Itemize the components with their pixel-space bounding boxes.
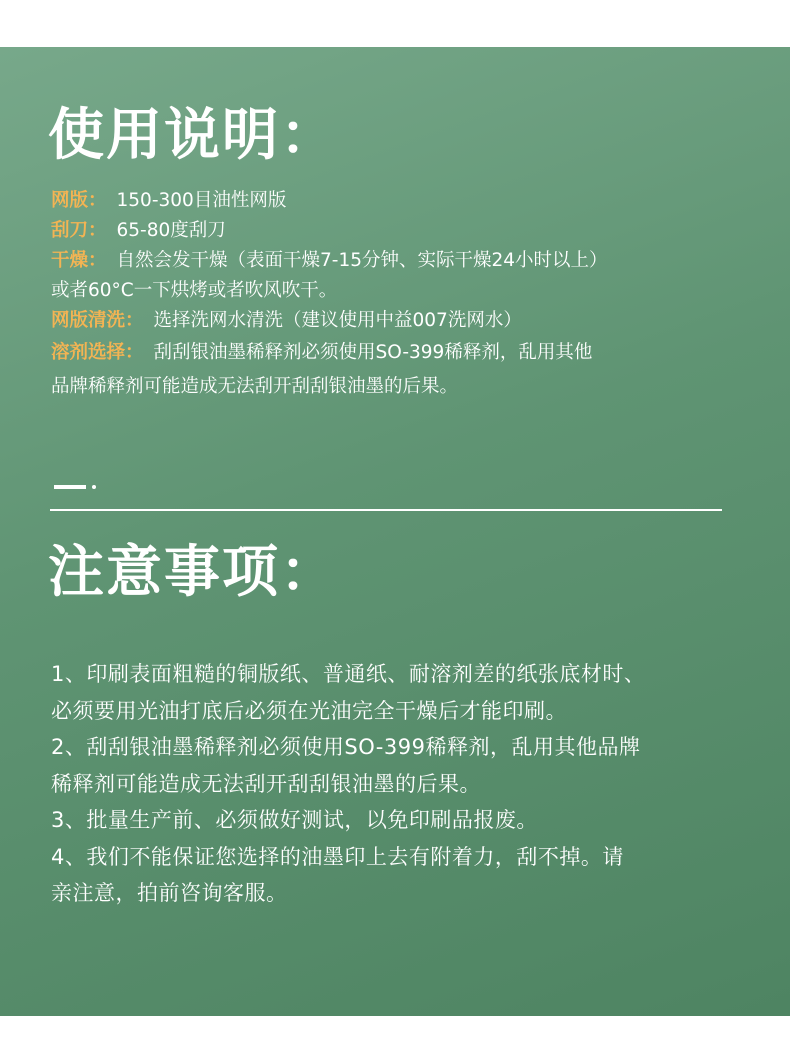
note-line: 1、印刷表面粗糙的铜版纸、普通纸、耐溶剂差的纸张底材时、 xyxy=(51,662,646,686)
usage-title: 使用说明： xyxy=(48,103,338,168)
usage-item-squeegee xyxy=(51,216,751,246)
usage-label: 干燥： xyxy=(51,250,107,271)
note-line: 必须要用光油打底后必须在光油完全干燥后才能印刷。 xyxy=(51,698,567,723)
usage-value: 品牌稀释剂可能造成无法刮开刮刮银油墨的后果。 xyxy=(51,376,459,397)
usage-label: 溶剂选择： xyxy=(51,342,144,363)
divider xyxy=(50,509,722,511)
usage-label: 网版： xyxy=(51,190,107,211)
note-line: 4、我们不能保证您选择的油墨印上去有附着力，刮不掉。请 xyxy=(51,844,624,869)
note-line: 亲注意，拍前咨询客服。 xyxy=(51,881,288,905)
notes-title: 注意事项： xyxy=(48,540,338,605)
notes-list xyxy=(51,656,751,912)
section-number xyxy=(54,485,100,489)
section-number-dot xyxy=(92,485,96,489)
usage-item-drying-cont xyxy=(51,276,751,306)
usage-value: 65-80度刮刀 xyxy=(116,220,226,241)
section-number-bar xyxy=(54,485,86,489)
usage-label: 网版清洗： xyxy=(51,310,144,331)
usage-value: 刮刮银油墨稀释剂必须使用SO-399稀释剂，乱用其他 xyxy=(153,342,593,363)
note-line: 3、批量生产前、必须做好测试，以免印刷品报废。 xyxy=(51,808,538,832)
usage-item-drying xyxy=(51,246,751,276)
usage-value: 选择洗网水清洗（建议使用中益007洗网水） xyxy=(153,310,522,331)
note-line: 2、刮刮银油墨稀释剂必须使用SO-399稀释剂，乱用其他品牌 xyxy=(51,735,641,759)
usage-item-screen xyxy=(51,186,751,216)
usage-item-solvent xyxy=(51,336,751,370)
note-line: 稀释剂可能造成无法刮开刮刮银油墨的后果。 xyxy=(51,771,481,796)
usage-item-screen-cleaning xyxy=(51,306,751,336)
usage-value: 自然会发干燥（表面干燥7-15分钟、实际干燥24小时以上） xyxy=(116,250,608,271)
usage-value: 150-300目油性网版 xyxy=(116,190,287,211)
usage-label: 刮刀： xyxy=(51,220,107,241)
usage-value: 或者60°C一下烘烤或者吹风吹干。 xyxy=(51,280,338,301)
usage-item-solvent-cont xyxy=(51,370,751,404)
usage-list xyxy=(51,186,751,404)
